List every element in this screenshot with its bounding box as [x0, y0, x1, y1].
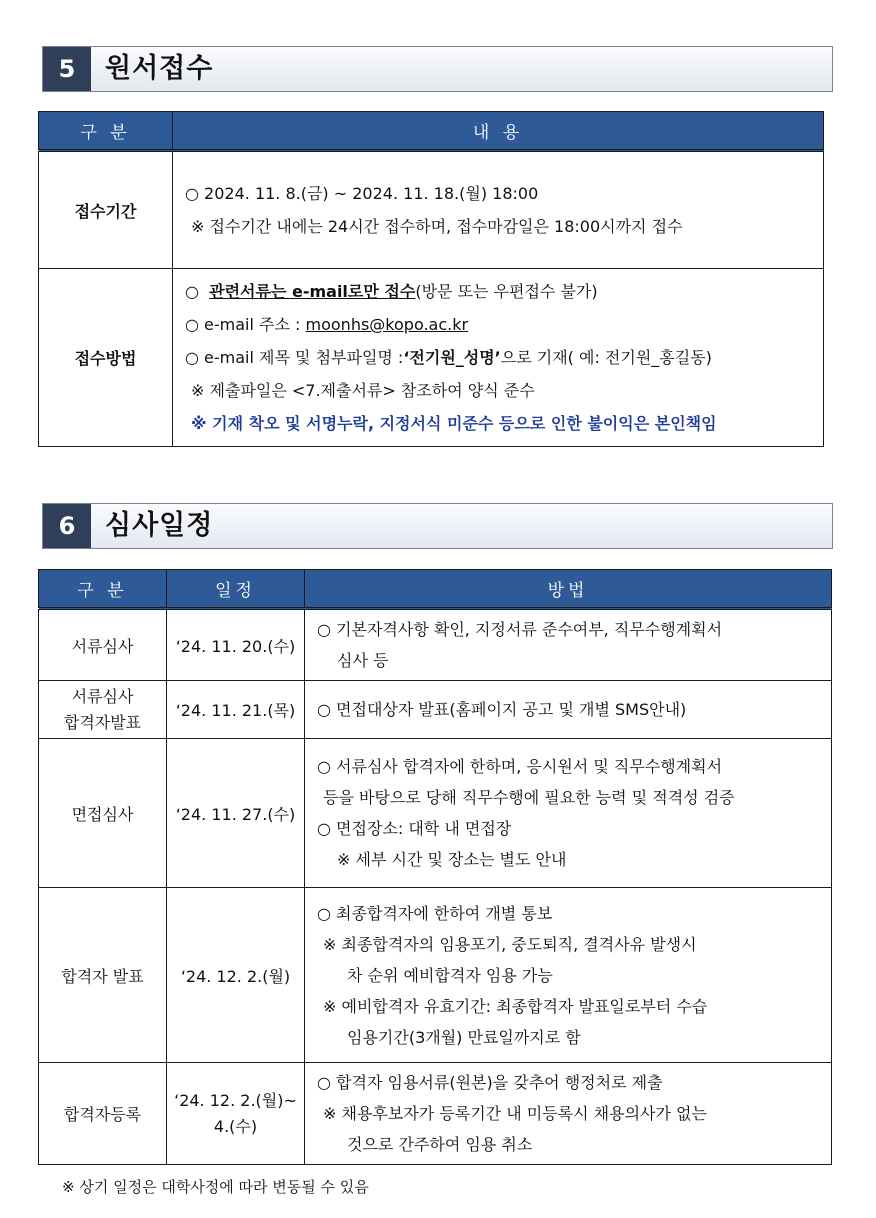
- row-date: ‘24. 11. 21.(목): [167, 681, 305, 739]
- date-line: ‘24. 12. 2.(월)~: [174, 1090, 297, 1110]
- text-line: 것으로 간주하여 임용 취소: [347, 1135, 533, 1154]
- row-date: ‘24. 12. 2.(월): [167, 888, 305, 1063]
- row-content: [305, 888, 832, 1063]
- row-label: 면접심사: [39, 739, 167, 888]
- application-table: [38, 111, 824, 447]
- row-label: 접수방법: [39, 269, 173, 447]
- email-link[interactable]: moonhs@kopo.ac.kr: [305, 315, 469, 334]
- text-line: ○ 기본자격사항 확인, 지정서류 준수여부, 직무수행계획서: [317, 620, 723, 639]
- table-row: [39, 151, 824, 269]
- row-content: [305, 681, 832, 739]
- text-line: ※ 최종합격자의 임용포기, 중도퇴직, 결격사유 발생시: [323, 934, 697, 954]
- row-label: 합격자 발표: [39, 888, 167, 1063]
- row-date: ‘24. 11. 20.(수): [167, 609, 305, 681]
- label-line: 서류심사: [71, 686, 134, 706]
- table-row: [39, 269, 824, 447]
- row-content: [173, 269, 824, 447]
- row-label: 접수기간: [39, 151, 173, 269]
- header-category: 구 분: [39, 570, 167, 609]
- table-row: [39, 609, 832, 681]
- row-label: 합격자등록: [39, 1063, 167, 1165]
- emphasis-text: ‘전기원_성명’: [403, 348, 501, 367]
- text-line: 심사 등: [337, 651, 389, 670]
- section-5-heading: [42, 46, 833, 92]
- header-schedule: 일정: [167, 570, 305, 609]
- text-line: ○ 2024. 11. 8.(금) ~ 2024. 11. 18.(월) 18:00: [185, 184, 539, 203]
- schedule-table: [38, 569, 832, 1165]
- section-6-heading: [42, 503, 833, 549]
- text-line: ○ 서류심사 합격자에 한하며, 응시원서 및 직무수행계획서: [317, 757, 723, 776]
- text-line: ○ 면접대상자 발표(홈페이지 공고 및 개별 SMS안내): [317, 700, 687, 719]
- table-row: [39, 681, 832, 739]
- row-content: [305, 609, 832, 681]
- text-line: ○ 합격자 임용서류(원본)을 갖추어 행정처로 제출: [317, 1073, 663, 1092]
- section-title: 심사일정: [105, 510, 214, 541]
- text-line: ※ 제출파일은 <7.제출서류> 참조하여 양식 준수: [191, 381, 535, 400]
- header-method: 방법: [305, 570, 832, 609]
- section-number: 6: [43, 504, 91, 548]
- row-label: [39, 681, 167, 739]
- text-fragment: ○ e-mail 주소 :: [185, 315, 306, 334]
- text-fragment: 으로 기재( 예: 전기원_홍길동): [500, 348, 712, 367]
- row-date: [167, 1063, 305, 1165]
- text-line: [185, 308, 817, 341]
- text-line: 임용기간(3개월) 만료일까지로 함: [347, 1027, 581, 1047]
- text-line: [185, 341, 817, 374]
- row-content: [305, 739, 832, 888]
- table-row: [39, 739, 832, 888]
- row-content: [173, 151, 824, 269]
- text-line: ○ 면접장소: 대학 내 면접장: [317, 819, 512, 838]
- text-fragment: ○ e-mail 제목 및 첨부파일명 :: [185, 348, 404, 367]
- section-title: 원서접수: [105, 53, 214, 84]
- row-label: 서류심사: [39, 609, 167, 681]
- row-content: [305, 1063, 832, 1165]
- section-number: 5: [43, 47, 91, 91]
- label-line: 합격자발표: [63, 712, 142, 732]
- text-line: 차 순위 예비합격자 임용 가능: [347, 965, 553, 985]
- table-row: [39, 1063, 832, 1165]
- date-line: 4.(수): [213, 1116, 258, 1136]
- header-category: 구 분: [39, 112, 173, 151]
- footnote: ※ 상기 일정은 대학사정에 따라 변동될 수 있음: [62, 1178, 369, 1196]
- text-line: ※ 채용후보자가 등록기간 내 미등록시 채용의사가 없는: [323, 1104, 707, 1123]
- text-line: ※ 예비합격자 유효기간: 최종합격자 발표일로부터 수습: [323, 996, 708, 1016]
- text-line: 등을 바탕으로 당해 직무수행에 필요한 능력 및 적격성 검증: [323, 788, 735, 807]
- row-date: ‘24. 11. 27.(수): [167, 739, 305, 888]
- text-line: ※ 접수기간 내에는 24시간 접수하며, 접수마감일은 18:00시까지 접수: [191, 217, 683, 236]
- text-fragment: (방문 또는 우편접수 불가): [415, 282, 598, 301]
- text-line: ※ 세부 시간 및 장소는 별도 안내: [337, 850, 567, 869]
- text-line: ○ 관련서류는 e-mail로만 접수(방문 또는 우편접수 불가): [185, 282, 598, 301]
- emphasis-text: 관련서류는 e-mail로만 접수: [209, 282, 416, 301]
- header-content: 내 용: [173, 112, 824, 151]
- table-row: [39, 888, 832, 1063]
- text-line: ○ 최종합격자에 한하여 개별 통보: [317, 903, 553, 923]
- warning-text: ※ 기재 착오 및 서명누락, 지정서식 미준수 등으로 인한 불이익은 본인책임: [191, 414, 717, 433]
